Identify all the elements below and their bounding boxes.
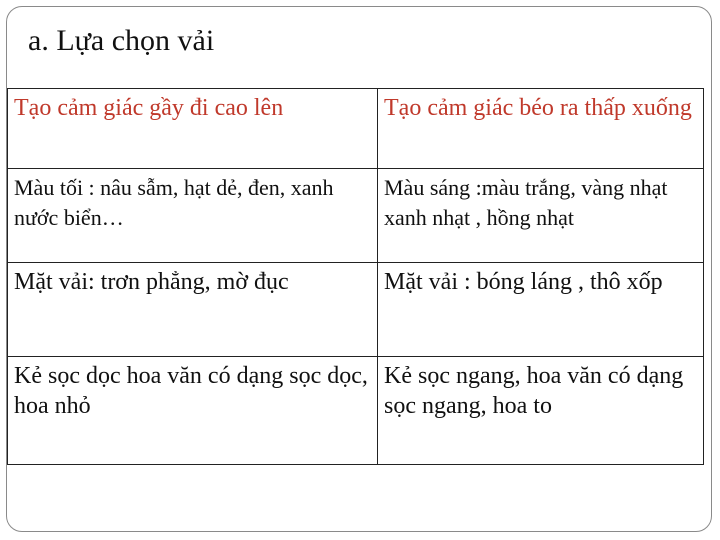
surface-matte-text: Mặt vải: trơn phẳng, mờ đục [14, 269, 289, 295]
table-row-pattern [8, 357, 704, 465]
comparison-table [7, 88, 704, 465]
cell-color-dark [8, 169, 378, 263]
surface-glossy-text: Mặt vải : bóng láng , thô xốp [384, 269, 663, 295]
color-light-text: Màu sáng :màu trắng, vàng nhạt xanh nhạt , hồng nhạt [384, 175, 668, 230]
pattern-vertical-text: Kẻ sọc dọc hoa văn có dạng sọc dọc, hoa nhỏ [14, 363, 368, 419]
color-dark-text: Màu tối : nâu sẫm, hạt dẻ, đen, xanh nước biển… [14, 175, 334, 230]
cell-surface-matte [8, 263, 378, 357]
header-cell-slimming [8, 89, 378, 169]
cell-pattern-vertical [8, 357, 378, 465]
header-cell-widening [378, 89, 704, 169]
table-row-surface [8, 263, 704, 357]
slide-title: a. Lựa chọn vải [28, 24, 215, 57]
header-widening-text: Tạo cảm giác béo ra thấp xuống [384, 95, 692, 121]
pattern-horizontal-text: Kẻ sọc ngang, hoa văn có dạng sọc ngang, hoa to [384, 363, 684, 419]
cell-pattern-horizontal [378, 357, 704, 465]
cell-surface-glossy [378, 263, 704, 357]
cell-color-light [378, 169, 704, 263]
table-row-color [8, 169, 704, 263]
header-slimming-text: Tạo cảm giác gầy đi cao lên [14, 95, 284, 121]
table-header-row [8, 89, 704, 169]
